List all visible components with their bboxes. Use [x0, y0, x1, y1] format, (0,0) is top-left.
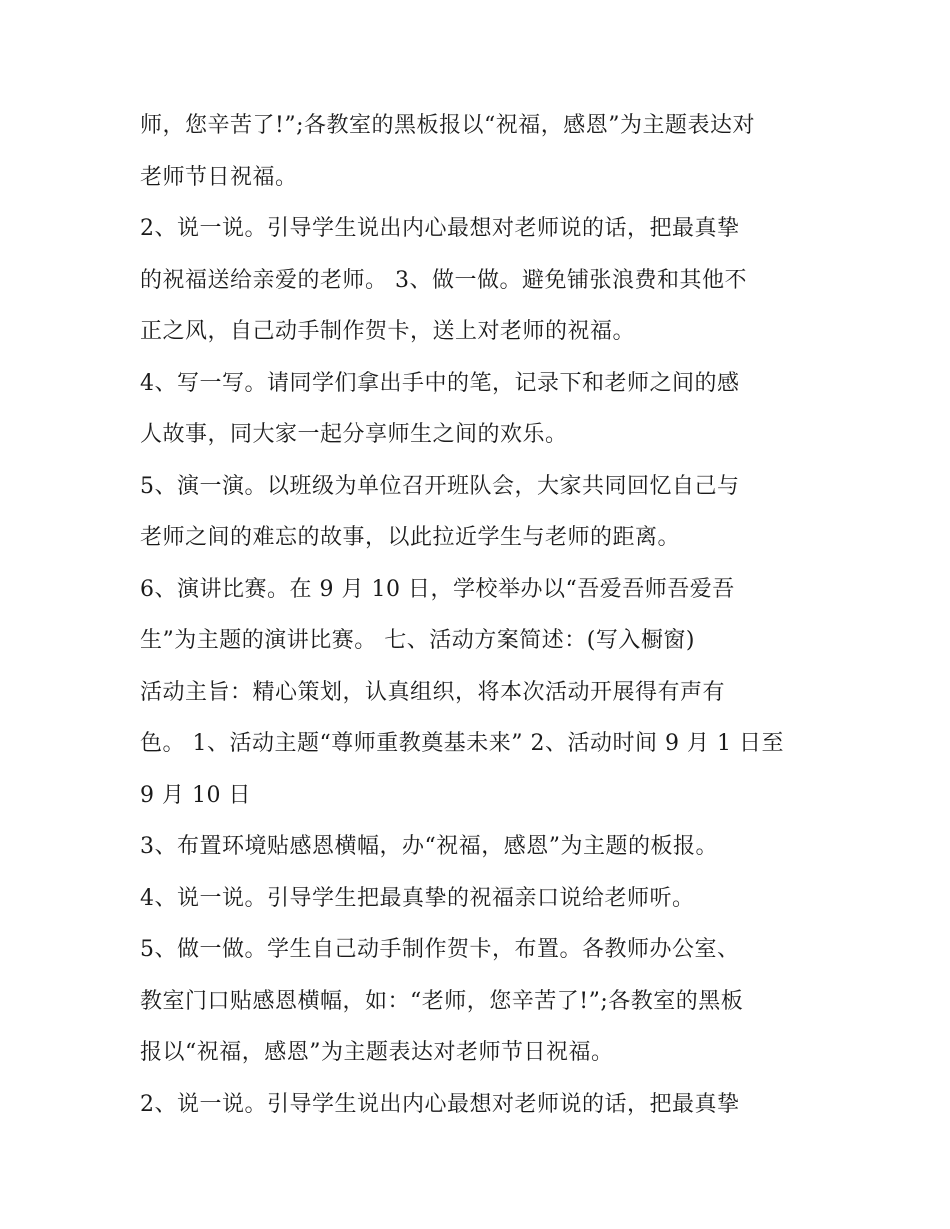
text-line: 老师节日祝福。 [140, 164, 298, 190]
text-line: 人故事，同大家一起分享师生之间的欢乐。 [140, 422, 568, 447]
text-line: 5、演一演。以班级为单位召开班队会，大家共同回忆自己与 [140, 473, 740, 499]
text-line: 2、说一说。引导学生说出内心最想对老师说的话，把最真挚 [140, 1091, 740, 1117]
text-line: 色。 1、活动主题“尊师重教奠基未来” 2、活动时间 9 月 1 日至 [140, 731, 784, 756]
text-line: 正之风，自己动手制作贺卡，送上对老师的祝福。 [140, 319, 636, 344]
document-body [140, 100, 820, 1130]
text-line: 6、演讲比赛。在 9 月 10 日，学校举办以“吾爱吾师吾爱吾 [140, 576, 735, 602]
text-line: 生”为主题的演讲比赛。 七、活动方案简述：(写入橱窗) [140, 628, 695, 653]
text-line: 4、说一说。引导学生把最真挚的祝福亲口说给老师听。 [140, 885, 695, 911]
text-line: 5、做一做。学生自己动手制作贺卡，布置。各教师办公室、 [140, 937, 740, 962]
text-line: 2、说一说。引导学生说出内心最想对老师说的话，把最真挚 [140, 216, 740, 241]
text-line: 9 月 10 日 [140, 782, 251, 808]
text-line: 报以“祝福，感恩”为主题表达对老师节日祝福。 [140, 1040, 614, 1065]
text-line: 3、布置环境贴感恩横幅，办“祝福，感恩”为主题的板报。 [140, 834, 718, 859]
text-line: 的祝福送给亲爱的老师。 3、做一做。避免铺张浪费和其他不 [140, 267, 747, 293]
text-line: 教室门口贴感恩横幅，如：“老师，您辛苦了!”;各教室的黑板 [140, 988, 744, 1014]
text-line: 活动主旨：精心策划，认真组织，将本次活动开展得有声有 [140, 679, 726, 705]
text-line: 老师之间的难忘的故事，以此拉近学生与老师的距离。 [140, 525, 681, 550]
text-line: 4、写一写。请同学们拿出手中的笔，记录下和老师之间的感 [140, 370, 740, 396]
text-line: 师，您辛苦了!”;各教室的黑板报以“祝福，感恩”为主题表达对 [140, 113, 755, 138]
